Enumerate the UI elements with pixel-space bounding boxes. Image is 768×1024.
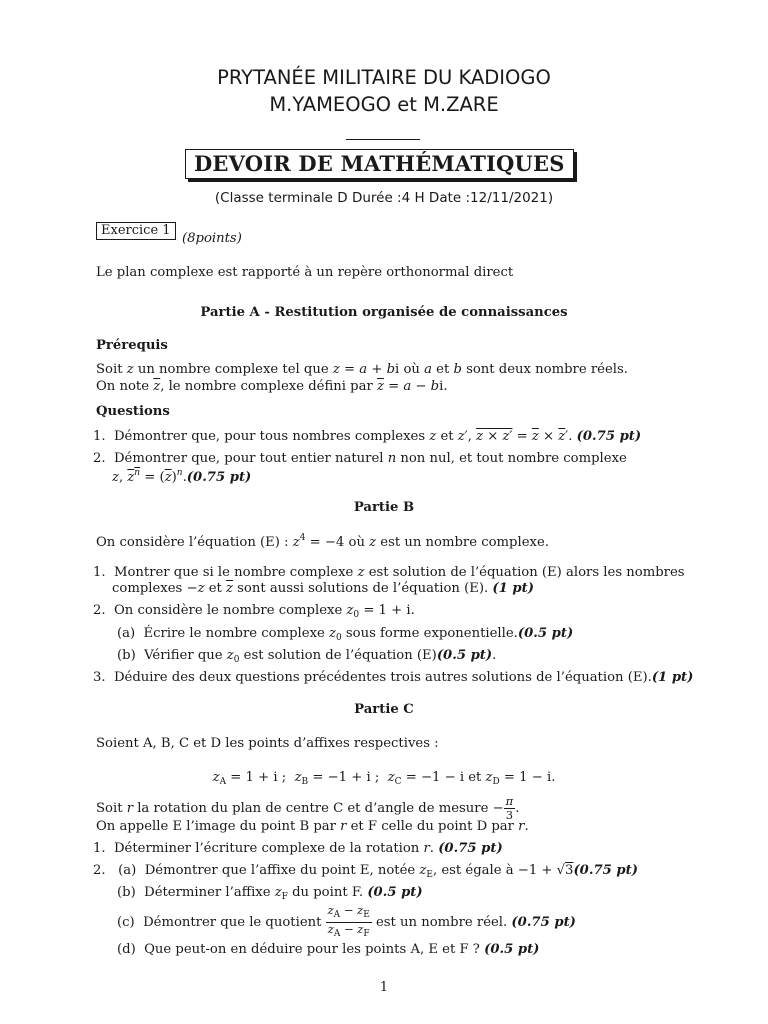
part-a-title: Partie A - Restitution organisée de connaissances — [200, 305, 568, 320]
part-b-title: Partie B — [353, 500, 415, 515]
exercise-points: (8points) — [182, 231, 242, 246]
part-a-question-2-line-1: 2. Démontrer que, pour tout entier naturel n non nul, et tout nombre complexe — [93, 451, 627, 466]
part-b-question-2b: (b) Vérifier que $z_0$ est solution de l’équation (E)(0.5 pt). — [117, 648, 497, 665]
part-b-intro: On considère l’équation (E) : $z^4 = -4$ où z est un nombre complexe. — [96, 533, 549, 550]
part-c-title: Partie C — [354, 702, 414, 717]
exam-title: DEVOIR DE MATHÉMATIQUES — [185, 149, 574, 179]
part-c-question-2c: (c) Démontrer que le quotient $\frac{z_A - z_E}{z_A - z_F}$ est un nombre réel. (0.75 pt) — [117, 903, 576, 939]
part-a-question-1: 1. Démontrer que, pour tous nombres complexes z et z′, $z \times z' = \overline{z} \times \overline{z}'$. (0.75 pt) — [93, 429, 642, 444]
part-b-question-2: 2. On considère le nombre complexe $z_0 = 1 + i$. — [93, 603, 415, 620]
part-c-affixes: $z_A = 1 + i$ ; $z_B = -1 + i$ ; $z_C = -1 - i$ et $z_D = 1 - i$. — [212, 770, 556, 787]
part-c-intro: Soient A, B, C et D les points d’affixes respectives : — [96, 736, 439, 751]
part-b-question-1-line-2: complexes −z et $\overline{z}$ sont aussi solutions de l’équation (E). (1 pt) — [112, 581, 534, 596]
part-c-question-2a: 2. (a) Démontrer que l’affixe du point E, notée $z_E$, est égale à −1 + √3(0.75 pt) — [93, 863, 638, 880]
part-c-question-2d: (d) Que peut-on en déduire pour les points A, E et F ? (0.5 pt) — [117, 942, 540, 957]
school-name: PRYTANÉE MILITAIRE DU KADIOGO — [217, 66, 551, 89]
title-divider — [346, 139, 420, 140]
teachers-names: M.YAMEOGO et M.ZARE — [269, 93, 499, 116]
page-number: 1 — [379, 980, 389, 995]
exercise-label: Exercice 1 — [96, 222, 176, 240]
exam-info: (Classe terminale D Durée :4 H Date :12/11/2021) — [214, 190, 554, 206]
part-c-question-2b: (b) Déterminer l’affixe $z_F$ du point F. (0.5 pt) — [117, 885, 423, 902]
prereq-heading: Prérequis — [96, 338, 168, 353]
part-b-question-1-line-1: 1. Montrer que si le nombre complexe z est solution de l’équation (E) alors les nombres — [93, 565, 685, 580]
part-c-question-1: 1. Déterminer l’écriture complexe de la rotation r. (0.75 pt) — [93, 841, 503, 856]
part-c-images: On appelle E l’image du point B par r et F celle du point D par r. — [96, 819, 529, 834]
exercise-intro: Le plan complexe est rapporté à un repère orthonormal direct — [96, 265, 514, 280]
questions-heading: Questions — [96, 404, 170, 419]
prereq-line-1: Soit z un nombre complexe tel que z = a + bi où a et b sont deux nombre réels. — [96, 362, 628, 377]
part-b-question-3: 3. Déduire des deux questions précédentes trois autres solutions de l’équation (E).(1 pt) — [93, 670, 694, 685]
part-a-question-2-line-2: z, $z^n = (\overline{z})^n.(0.75$ pt) — [112, 468, 252, 485]
prereq-line-2: On note $\overline{z}$, le nombre complexe défini par $\overline{z} = a$ − bi. — [96, 379, 448, 394]
part-b-question-2a: (a) Écrire le nombre complexe $z_0$ sous forme exponentielle.(0.5 pt) — [117, 626, 574, 643]
part-c-rotation: Soit r la rotation du plan de centre C et d’angle de mesure − $\frac{\pi}{3}$ . — [96, 794, 520, 822]
